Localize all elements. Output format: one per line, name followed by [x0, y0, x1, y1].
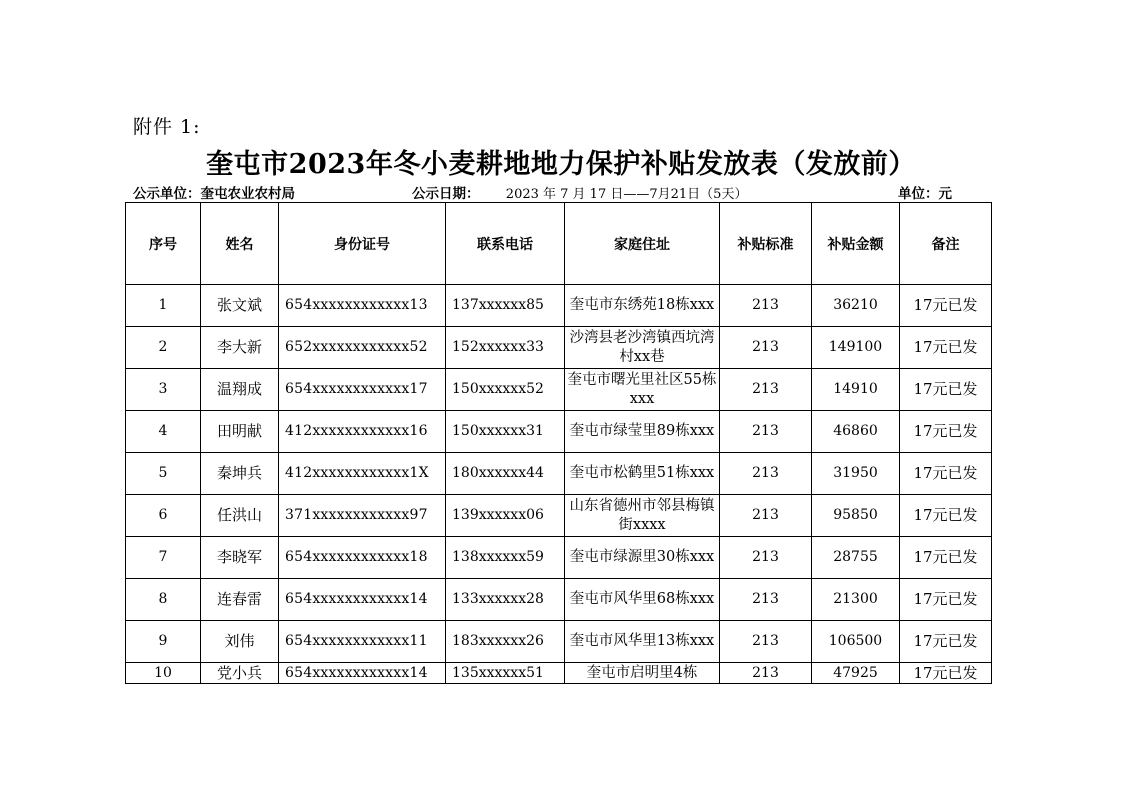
cell-address: 奎屯市曙光里社区55栋xxx [565, 369, 720, 411]
cell-name: 李大新 [201, 327, 279, 369]
cell-remarks: 17元已发 [900, 663, 992, 684]
cell-subsidy-rate: 213 [720, 369, 812, 411]
cell-id-number: 654xxxxxxxxxxxx17 [279, 369, 446, 411]
cell-address: 奎屯市启明里4栋 [565, 663, 720, 684]
cell-name: 张文斌 [201, 285, 279, 327]
table-row [126, 285, 992, 327]
cell-id-number: 654xxxxxxxxxxxx11 [279, 621, 446, 663]
cell-remarks: 17元已发 [900, 327, 992, 369]
cell-remarks: 17元已发 [900, 453, 992, 495]
cell-address: 山东省德州市邻县梅镇街xxxx [565, 495, 720, 537]
cell-index: 10 [126, 663, 201, 684]
cell-name: 温翔成 [201, 369, 279, 411]
cell-remarks: 17元已发 [900, 369, 992, 411]
cell-index: 6 [126, 495, 201, 537]
cell-id-number: 652xxxxxxxxxxxx52 [279, 327, 446, 369]
cell-subsidy-rate: 213 [720, 453, 812, 495]
table-row [126, 579, 992, 621]
publish-date-value: 2023 年 7 月 17 日——7月21日（5天） [505, 187, 748, 202]
cell-subsidy-amount: 46860 [812, 411, 900, 453]
table-row [126, 495, 992, 537]
header-remarks: 备注 [900, 203, 992, 285]
cell-subsidy-rate: 213 [720, 285, 812, 327]
cell-address: 奎屯市风华里68栋xxx [565, 579, 720, 621]
header-id-number: 身份证号 [279, 203, 446, 285]
cell-phone: 139xxxxxx06 [446, 495, 565, 537]
cell-subsidy-amount: 95850 [812, 495, 900, 537]
table-row [126, 411, 992, 453]
cell-address: 奎屯市东绣苑18栋xxx [565, 285, 720, 327]
cell-id-number: 654xxxxxxxxxxxx18 [279, 537, 446, 579]
table-row [126, 327, 992, 369]
cell-subsidy-amount: 28755 [812, 537, 900, 579]
attachment-label: 附件 1: [133, 116, 201, 138]
cell-index: 4 [126, 411, 201, 453]
cell-subsidy-rate: 213 [720, 537, 812, 579]
publisher-info [133, 182, 295, 202]
cell-id-number: 412xxxxxxxxxxxx1X [279, 453, 446, 495]
cell-subsidy-amount: 14910 [812, 369, 900, 411]
cell-remarks: 17元已发 [900, 495, 992, 537]
cell-name: 田明献 [201, 411, 279, 453]
publisher-label: 公示单位： [133, 186, 201, 202]
cell-name: 刘伟 [201, 621, 279, 663]
cell-id-number: 371xxxxxxxxxxxx97 [279, 495, 446, 537]
currency-unit-info [898, 182, 952, 202]
cell-subsidy-amount: 47925 [812, 663, 900, 684]
table-header-row [126, 203, 992, 285]
publish-date-info [412, 182, 747, 202]
cell-subsidy-amount: 21300 [812, 579, 900, 621]
cell-subsidy-rate: 213 [720, 411, 812, 453]
cell-index: 7 [126, 537, 201, 579]
cell-address: 奎屯市松鹤里51栋xxx [565, 453, 720, 495]
cell-id-number: 654xxxxxxxxxxxx13 [279, 285, 446, 327]
cell-id-number: 654xxxxxxxxxxxx14 [279, 663, 446, 684]
cell-remarks: 17元已发 [900, 621, 992, 663]
cell-remarks: 17元已发 [900, 537, 992, 579]
subsidy-table [125, 202, 992, 684]
cell-address: 奎屯市绿莹里89栋xxx [565, 411, 720, 453]
cell-id-number: 654xxxxxxxxxxxx14 [279, 579, 446, 621]
table-row [126, 537, 992, 579]
cell-phone: 135xxxxxx51 [446, 663, 565, 684]
cell-address: 奎屯市绿源里30栋xxx [565, 537, 720, 579]
cell-subsidy-amount: 36210 [812, 285, 900, 327]
cell-name: 党小兵 [201, 663, 279, 684]
table-row [126, 621, 992, 663]
cell-index: 8 [126, 579, 201, 621]
cell-subsidy-amount: 31950 [812, 453, 900, 495]
cell-phone: 137xxxxxx85 [446, 285, 565, 327]
cell-phone: 150xxxxxx52 [446, 369, 565, 411]
header-subsidy-amount: 补贴金额 [812, 203, 900, 285]
cell-phone: 150xxxxxx31 [446, 411, 565, 453]
header-address: 家庭住址 [565, 203, 720, 285]
cell-address: 奎屯市风华里13栋xxx [565, 621, 720, 663]
cell-subsidy-rate: 213 [720, 579, 812, 621]
table-row [126, 453, 992, 495]
cell-subsidy-rate: 213 [720, 327, 812, 369]
cell-id-number: 412xxxxxxxxxxxx16 [279, 411, 446, 453]
cell-subsidy-amount: 149100 [812, 327, 900, 369]
cell-subsidy-rate: 213 [720, 663, 812, 684]
header-subsidy-rate: 补贴标准 [720, 203, 812, 285]
cell-address: 沙湾县老沙湾镇西坑湾村xx巷 [565, 327, 720, 369]
cell-subsidy-rate: 213 [720, 621, 812, 663]
cell-phone: 152xxxxxx33 [446, 327, 565, 369]
cell-phone: 183xxxxxx26 [446, 621, 565, 663]
cell-index: 9 [126, 621, 201, 663]
cell-phone: 180xxxxxx44 [446, 453, 565, 495]
cell-name: 李晓军 [201, 537, 279, 579]
cell-name: 任洪山 [201, 495, 279, 537]
cell-index: 5 [126, 453, 201, 495]
cell-phone: 138xxxxxx59 [446, 537, 565, 579]
currency-unit-value: 元 [938, 186, 952, 202]
cell-index: 1 [126, 285, 201, 327]
cell-remarks: 17元已发 [900, 579, 992, 621]
cell-index: 2 [126, 327, 201, 369]
publisher-value: 奎屯农业农村局 [200, 186, 295, 202]
publish-date-label: 公示日期： [412, 186, 480, 202]
currency-unit-label: 单位： [898, 186, 939, 202]
cell-index: 3 [126, 369, 201, 411]
table-row [126, 369, 992, 411]
document-title: 奎屯市2023年冬小麦耕地地力保护补贴发放表（发放前） [206, 149, 916, 180]
cell-remarks: 17元已发 [900, 411, 992, 453]
cell-subsidy-rate: 213 [720, 495, 812, 537]
cell-name: 连春雷 [201, 579, 279, 621]
header-index: 序号 [126, 203, 201, 285]
cell-phone: 133xxxxxx28 [446, 579, 565, 621]
table-row [126, 663, 992, 684]
header-name: 姓名 [201, 203, 279, 285]
cell-remarks: 17元已发 [900, 285, 992, 327]
cell-name: 秦坤兵 [201, 453, 279, 495]
header-phone: 联系电话 [446, 203, 565, 285]
cell-subsidy-amount: 106500 [812, 621, 900, 663]
